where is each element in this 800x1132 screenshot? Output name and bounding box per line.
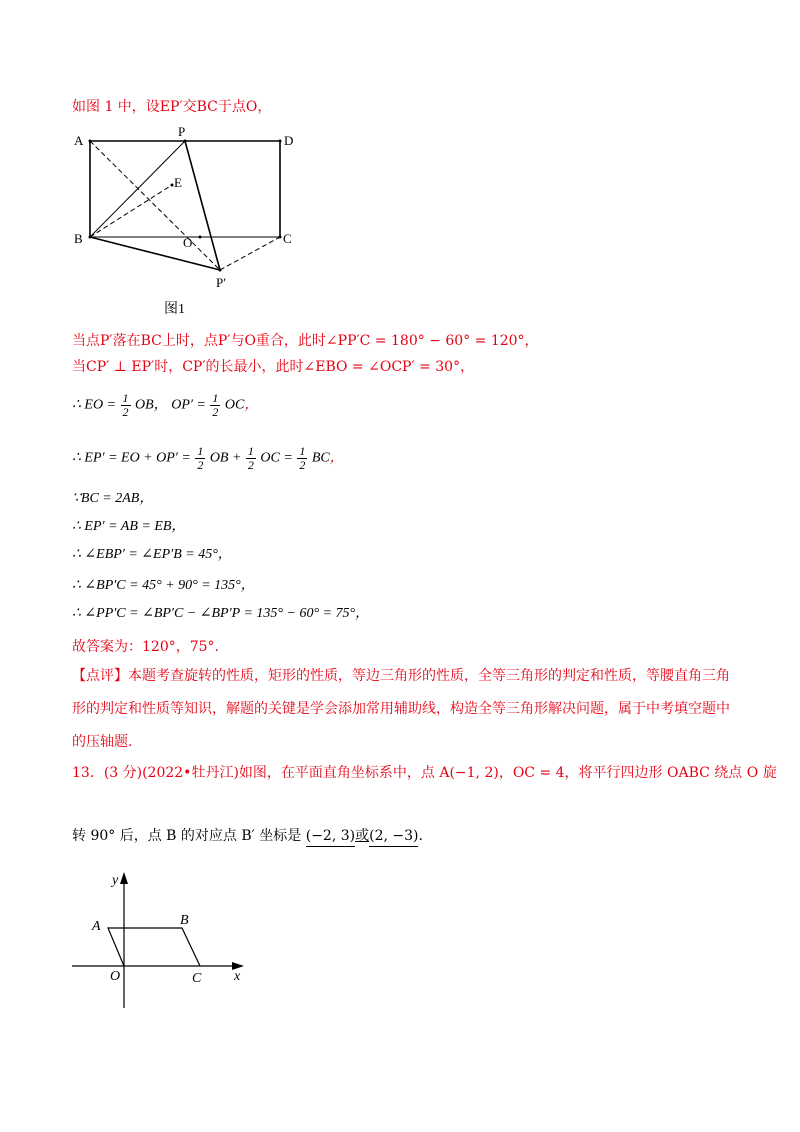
label-c: C	[283, 231, 292, 246]
answer-blank-2: (2, −3)	[369, 826, 418, 847]
step-4: ∴ EP′ = EO + OP′ = $\frac{1}{2}$ OB + $\frac{1}{2}$ OC = $\frac{1}{2}$ BC，	[72, 444, 344, 472]
figure-1	[70, 125, 300, 320]
label-a: A	[74, 133, 84, 148]
label-p: P	[178, 125, 186, 139]
step-7: ∴ ∠EBP′ = ∠EP′B = 45°，	[72, 547, 232, 562]
segment-p-prime-c	[220, 237, 280, 270]
segment-a-e-p-prime	[90, 141, 220, 270]
segment-bp-prime	[90, 237, 220, 270]
label-p-prime: P′	[216, 275, 227, 290]
comment-paragraph: 【点评】本题考查旋转的性质，矩形的性质，等边三角形的性质，全等三角形的判定和性质，等腰直角三角形的判定和性质等知识，解题的关键是学会添加常用辅助线，构造全等三角形解决问题，属于中考填空题中的压轴题.	[72, 668, 730, 750]
label-o: O	[183, 235, 193, 250]
q13-line-2: 转 90° 后，点 B 的对应点 B′ 坐标是 (−2, 3)或(2, −3).	[72, 826, 423, 847]
step-8: ∴ ∠BP′C = 45° + 90° = 135°，	[72, 578, 255, 593]
step-6: ∴ EP′ = AB = EB，	[72, 519, 186, 534]
label-b2: B	[180, 913, 189, 928]
label-a2: A	[92, 919, 101, 934]
answer-blank-1: (−2, 3)	[306, 826, 355, 847]
label-b: B	[74, 231, 83, 246]
label-c2: C	[192, 971, 202, 986]
step-2: 当CP′ ⊥ EP′时，CP′的长最小，此时∠EBO = ∠OCP′ = 30°，	[72, 359, 475, 375]
label-x: x	[234, 969, 241, 984]
label-d: D	[284, 133, 294, 148]
label-y: y	[112, 873, 119, 888]
label-o2: O	[110, 969, 121, 984]
segment-pp-prime	[185, 141, 220, 270]
step-5: ∵BC = 2AB，	[72, 491, 154, 506]
q13-line-1: 13．(3 分)(2022•牡丹江)如图，在平面直角坐标系中，点 A(−1, 2)，OC = 4，将平行四边形 OABC 绕点 O 旋	[72, 765, 777, 781]
y-axis-arrow	[120, 872, 128, 884]
answer-line: 故答案为：120°，75°.	[72, 639, 219, 655]
step-3: ∴ EO = $\frac{1}{2}$ OB， OP′ = $\frac{1}{2}$ OC，	[72, 391, 259, 419]
parallelogram-oabc	[108, 928, 200, 966]
label-e: E	[174, 175, 182, 190]
intro-text: 如图 1 中，设EP′交BC于点O，	[72, 99, 272, 115]
segment-be	[90, 185, 172, 237]
step-1: 当点P′落在BC上时，点P′与O重合，此时∠PP′C = 180° − 60° = 120°，	[72, 333, 539, 349]
figure-1-caption: 图1	[164, 302, 185, 317]
step-9: ∴ ∠PP′C = ∠BP′C − ∠BP′P = 135° − 60° = 75°，	[72, 606, 370, 621]
figure-2	[72, 868, 262, 1013]
